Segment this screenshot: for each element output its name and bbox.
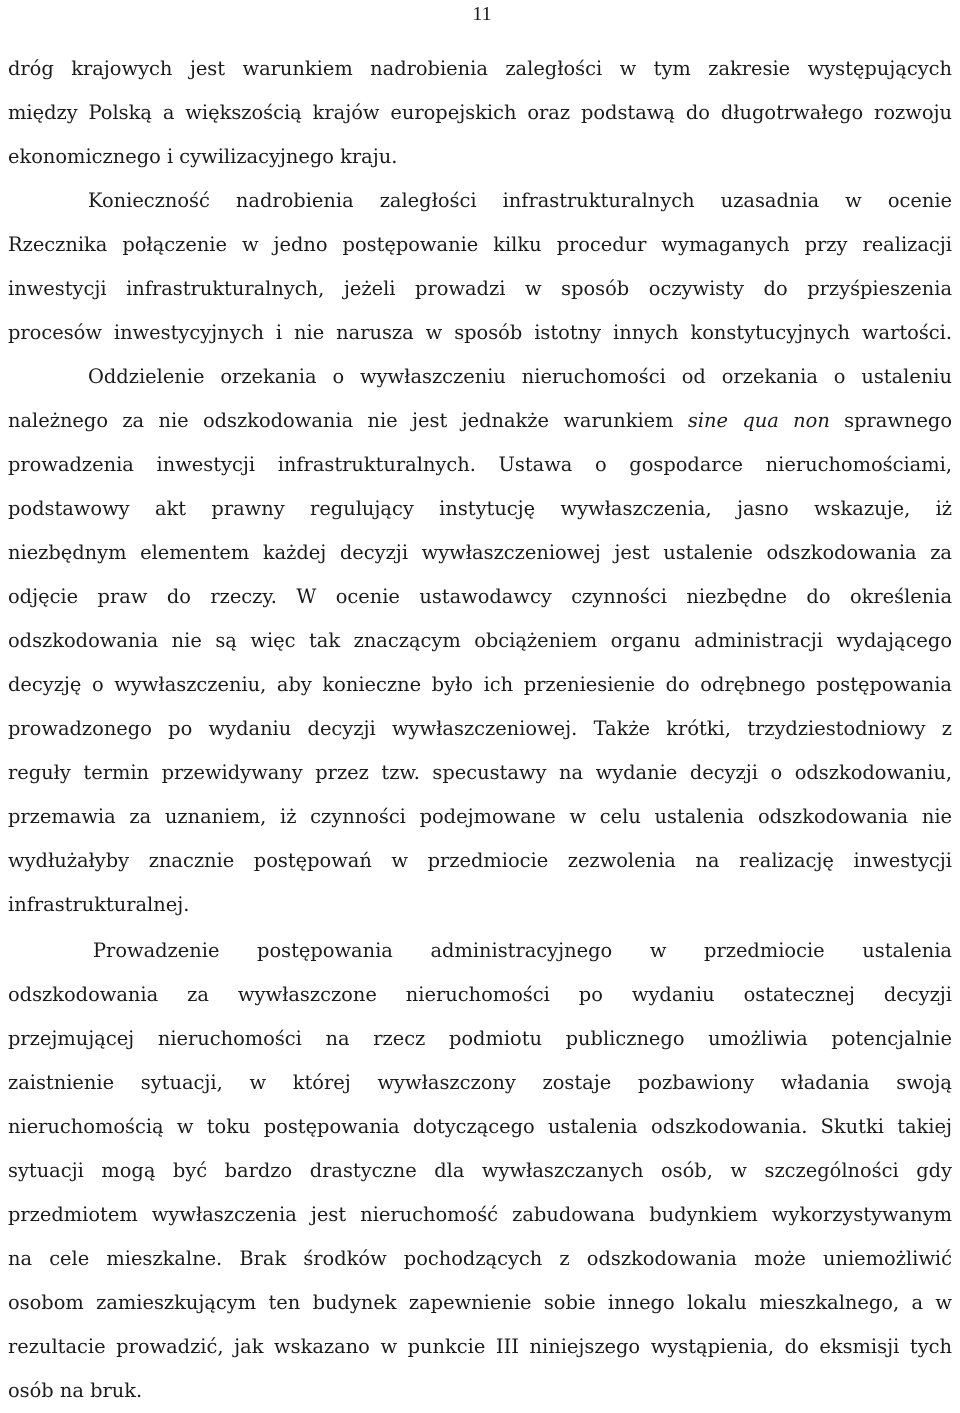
text-line: osobom zamieszkującym ten budynek zapewnienie sobie innego lokalu mieszkalnego, a w — [8, 1291, 952, 1314]
text-line: osób na bruk. — [8, 1379, 143, 1402]
page-number: 11 — [472, 3, 492, 25]
text-line: Prowadzenie postępowania administracyjnego w przedmiocie ustalenia — [93, 939, 952, 962]
text-line: sytuacji mogą być bardzo drastyczne dla wywłaszczanych osób, w szczególności gdy — [8, 1159, 952, 1182]
text-line: przemawia za uznaniem, iż czynności podejmowane w celu ustalenia odszkodowania nie — [8, 805, 952, 828]
text-line: ekonomicznego i cywilizacyjnego kraju. — [8, 145, 398, 168]
text-line: odjęcie praw do rzeczy. W ocenie ustawodawcy czynności niezbędne do określenia — [8, 585, 952, 608]
text-line: przedmiotem wywłaszczenia jest nieruchomość zabudowana budynkiem wykorzystywanym — [8, 1203, 952, 1226]
text-line: na cele mieszkalne. Brak środków pochodzących z odszkodowania może uniemożliwić — [8, 1247, 952, 1270]
text-line: prowadzonego po wydaniu decyzji wywłaszczeniowej. Także krótki, trzydziestodniowy z — [8, 717, 952, 740]
text-line: zaistnienie sytuacji, w której wywłaszczony zostaje pozbawiony władania swoją — [8, 1071, 952, 1094]
text-line: przejmującej nieruchomości na rzecz podmiotu publicznego umożliwia potencjalnie — [8, 1027, 952, 1050]
text-line — [8, 399, 952, 443]
text-line: między Polską a większością krajów europejskich oraz podstawą do długotrwałego rozwoju — [8, 101, 952, 124]
text-line: rezultacie prowadzić, jak wskazano w punkcie III niniejszego wystąpienia, do eksmisji tych — [8, 1335, 952, 1358]
text-line: niezbędnym elementem każdej decyzji wywłaszczeniowej jest ustalenie odszkodowania za — [8, 541, 952, 564]
text-run: sprawnego — [829, 409, 952, 432]
text-line: podstawowy akt prawny regulujący instytucję wywłaszczenia, jasno wskazuje, iż — [8, 497, 952, 520]
text-line: odszkodowania za wywłaszczone nieruchomości po wydaniu ostatecznej decyzji — [8, 983, 952, 1006]
text-line: wydłużałyby znacznie postępowań w przedmiocie zezwolenia na realizację inwestycji — [8, 849, 952, 872]
text-line: Rzecznika połączenie w jedno postępowanie kilku procedur wymaganych przy realizacji — [8, 233, 952, 256]
text-line: odszkodowania nie są więc tak znaczącym obciążeniem organu administracji wydającego — [8, 629, 952, 652]
text-line: inwestycji infrastrukturalnych, jeżeli prowadzi w sposób oczywisty do przyśpieszenia — [8, 277, 952, 300]
body-text — [8, 47, 952, 1413]
text-line: nieruchomością w toku postępowania dotyczącego ustalenia odszkodowania. Skutki takiej — [8, 1115, 952, 1138]
text-line: Oddzielenie orzekania o wywłaszczeniu nieruchomości od orzekania o ustaleniu — [88, 365, 952, 388]
text-line: decyzję o wywłaszczeniu, aby konieczne było ich przeniesienie do odrębnego postępowania — [8, 673, 952, 696]
text-line: prowadzenia inwestycji infrastrukturalnych. Ustawa o gospodarce nieruchomościami, — [8, 453, 952, 476]
text-line: infrastrukturalnej. — [8, 893, 190, 916]
text-run: należnego za nie odszkodowania nie jest jednakże warunkiem — [8, 409, 688, 432]
latin-phrase: sine qua non — [687, 409, 830, 432]
text-line: dróg krajowych jest warunkiem nadrobienia zaległości w tym zakresie występujących — [8, 57, 952, 80]
text-line: procesów inwestycyjnych i nie narusza w sposób istotny innych konstytucyjnych wartości. — [8, 321, 952, 344]
text-line: reguły termin przewidywany przez tzw. specustawy na wydanie decyzji o odszkodowaniu, — [8, 761, 952, 784]
text-line: Konieczność nadrobienia zaległości infrastrukturalnych uzasadnia w ocenie — [88, 189, 952, 212]
